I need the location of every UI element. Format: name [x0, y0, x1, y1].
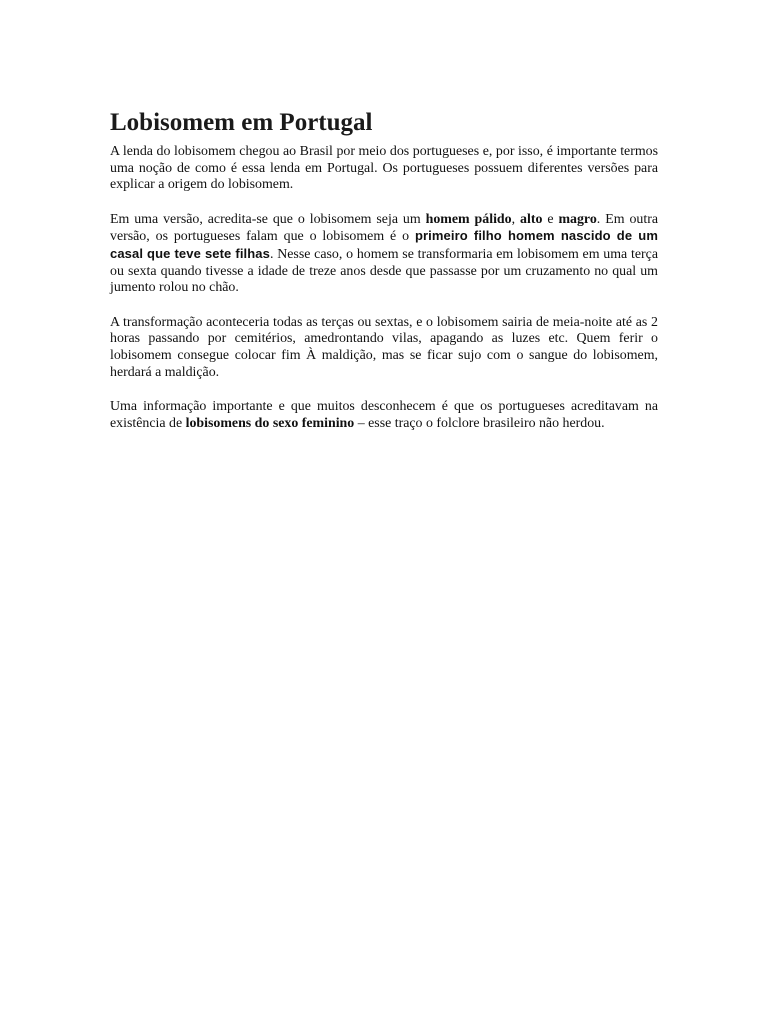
- paragraph-origin: [110, 144, 658, 194]
- versions-text-1: Em uma versão, acredita-se que o lobisomem seja um: [110, 211, 426, 227]
- paragraph-versions: [110, 212, 658, 297]
- female-bold-female-werewolves: lobisomens do sexo feminino: [185, 415, 355, 431]
- versions-text-2: ,: [511, 211, 521, 227]
- versions-bold-thin: magro: [558, 211, 597, 227]
- document-title: Lobisomem em Portugal: [110, 109, 373, 136]
- versions-bold-first-son: primeiro filho homem nascido de um casal que teve sete filhas: [110, 228, 658, 261]
- versions-text-4: . Em outra versão, os portugueses falam que o lobisomem é o: [110, 211, 658, 245]
- paragraph-transformation-text: A transformação aconteceria todas as terças ou sextas, e o lobisomem sairia de meia-noite até as 2 horas passando por cemitérios, amedrontando vilas, apagando as luzes etc. Quem ferir o lobisomem consegue colocar fim À maldição, mas se ficar sujo com o sangue do lobisomem, herdará a maldição.: [110, 314, 658, 380]
- document-page: [110, 108, 658, 450]
- versions-text-3: e: [542, 211, 559, 227]
- paragraph-female-werewolves: [110, 399, 658, 432]
- female-text-2: – esse traço o folclore brasileiro não herdou.: [354, 415, 605, 431]
- paragraph-transformation: [110, 315, 658, 381]
- versions-bold-tall: alto: [520, 211, 543, 227]
- versions-text-5: . Nesse caso, o homem se transformaria em lobisomem em uma terça ou sexta quando tivesse a idade de treze anos desde que passasse por um cruzamento no qual um jumento rolou no chão.: [110, 246, 658, 296]
- paragraph-origin-text: A lenda do lobisomem chegou ao Brasil por meio dos portugueses e, por isso, é importante termos uma noção de como é essa lenda em Portugal. Os portugueses possuem diferentes versões para explicar a origem do lobisomem.: [110, 144, 658, 193]
- female-text-1: Uma informação importante e que muitos desconhecem é que os portugueses acreditavam na existência de: [110, 399, 658, 431]
- versions-bold-pale-man: homem pálido: [425, 211, 512, 227]
